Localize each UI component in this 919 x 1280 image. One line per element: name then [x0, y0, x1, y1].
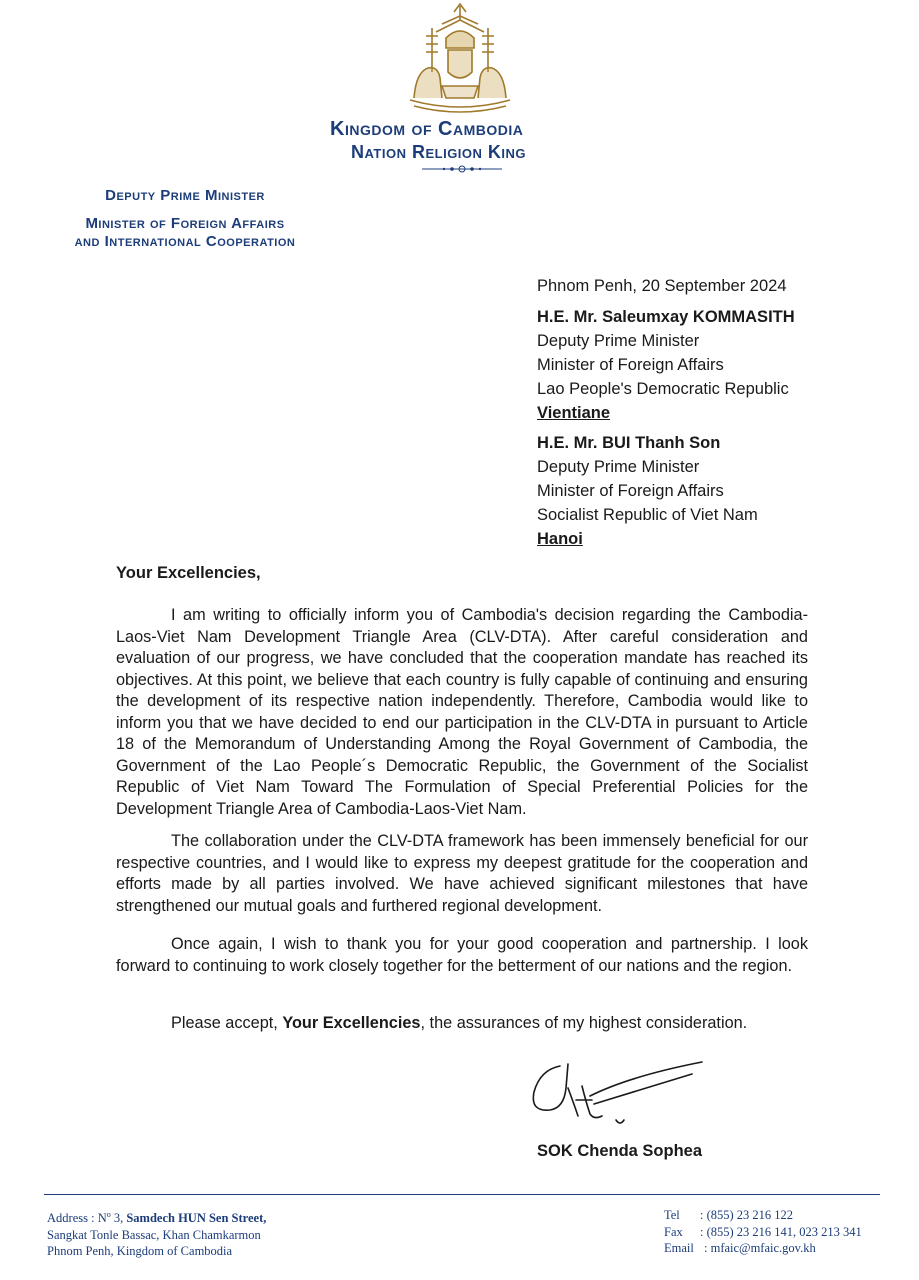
tel-label: Tel — [664, 1208, 680, 1222]
recipient-country: Lao People's Democratic Republic — [537, 380, 789, 398]
email-label: Email — [664, 1241, 694, 1255]
fax-line — [664, 1224, 862, 1241]
tel-value: : (855) 23 216 122 — [700, 1208, 794, 1222]
fax-label: Fax — [664, 1224, 683, 1239]
royal-emblem-icon — [402, 2, 518, 114]
body-paragraph-2 — [116, 831, 808, 917]
recipient-city: Vientiane — [537, 404, 611, 422]
email-line — [664, 1240, 862, 1257]
recipients-block — [537, 274, 897, 557]
footer-contacts — [664, 1207, 862, 1257]
address-line-3: Phnom Penh, Kingdom of Cambodia — [47, 1244, 233, 1259]
address-line-2: Sangkat Tonle Bassac, Khan Chamkarmon — [47, 1227, 261, 1242]
recipient-title: Minister of Foreign Affairs — [537, 482, 724, 500]
email-value[interactable]: : mfaic@mfaic.gov.kh — [704, 1241, 816, 1255]
recipient-title: Deputy Prime Minister — [537, 332, 700, 350]
footer-divider — [44, 1194, 880, 1195]
body-paragraph-3 — [116, 934, 808, 977]
address-line-1: Address : $N^o$ 3, Samdech HUN Sen Street, — [47, 1210, 267, 1226]
closing-bold: Your Excellencies — [282, 1014, 421, 1032]
kingdom-title: Kingdom of Cambodia — [330, 118, 524, 140]
recipient-name: H.E. Mr. Saleumxay KOMMASITH — [537, 308, 795, 326]
paragraph-text: I am writing to officially inform you of Cambodia's decision regarding the Cambodia-Laos-Viet Nam Development Triangle Area (CLV-DTA). After careful consideration and evaluation of our progress, we have concluded that the cooperation mandate has reached its objectives. At this point, we believe that each country is fully capable of continuing and ensuring the development of its respective nation independently. Therefore, Cambodia would like to inform you that we have decided to end our participation in the CLV-DTA in pursuant to Article 18 of the Memorandum of Understanding Among the Royal Government of Cambodia, the Government of the Lao People´s Democratic Republic, the Government of the Socialist Republic of Viet Nam Toward The Formulation of Special Preferential Policies for the Development Triangle Area of Cambodia-Laos-Viet Nam. — [116, 606, 808, 818]
ministry-line-1: Deputy Prime Minister — [105, 187, 265, 204]
ministry-line-3: and International Cooperation — [74, 233, 296, 250]
salutation: Your Excellencies, — [116, 564, 261, 582]
fax-value: : (855) 23 216 141, 023 213 341 — [700, 1224, 862, 1239]
signatory-name: SOK Chenda Sophea — [537, 1142, 703, 1160]
recipient-title: Minister of Foreign Affairs — [537, 356, 724, 374]
footer-address — [47, 1207, 266, 1260]
closing-before: Please accept, — [171, 1014, 283, 1032]
body-paragraph-1 — [116, 605, 808, 820]
tel-line — [664, 1207, 862, 1224]
recipient-2 — [537, 431, 897, 551]
closing-line — [116, 1014, 816, 1033]
recipient-name: H.E. Mr. BUI Thanh Son — [537, 434, 721, 452]
closing-after: , the assurances of my highest consideration. — [420, 1014, 748, 1032]
paragraph-text: Once again, I wish to thank you for your good cooperation and partnership. I look forward to continuing to work closely together for the betterment of our nations and the region. — [116, 935, 808, 975]
ministry-line-2: Minister of Foreign Affairs — [85, 215, 285, 232]
ministry-heading — [40, 184, 330, 254]
recipient-title: Deputy Prime Minister — [537, 458, 700, 476]
recipient-city: Hanoi — [537, 530, 583, 548]
signature-image — [520, 1056, 720, 1136]
recipient-1 — [537, 305, 897, 425]
recipient-country: Socialist Republic of Viet Nam — [537, 506, 758, 524]
national-motto: Nation Religion King — [351, 142, 527, 162]
ornament-divider — [422, 162, 502, 180]
paragraph-text: The collaboration under the CLV-DTA framework has been immensely beneficial for our respective countries, and I would like to express my deepest gratitude for the cooperation and efforts made by all parties involved. We have achieved significant milestones that have strengthened our mutual goals and furthered regional development. — [116, 832, 808, 915]
date-line: Phnom Penh, 20 September 2024 — [537, 277, 787, 295]
